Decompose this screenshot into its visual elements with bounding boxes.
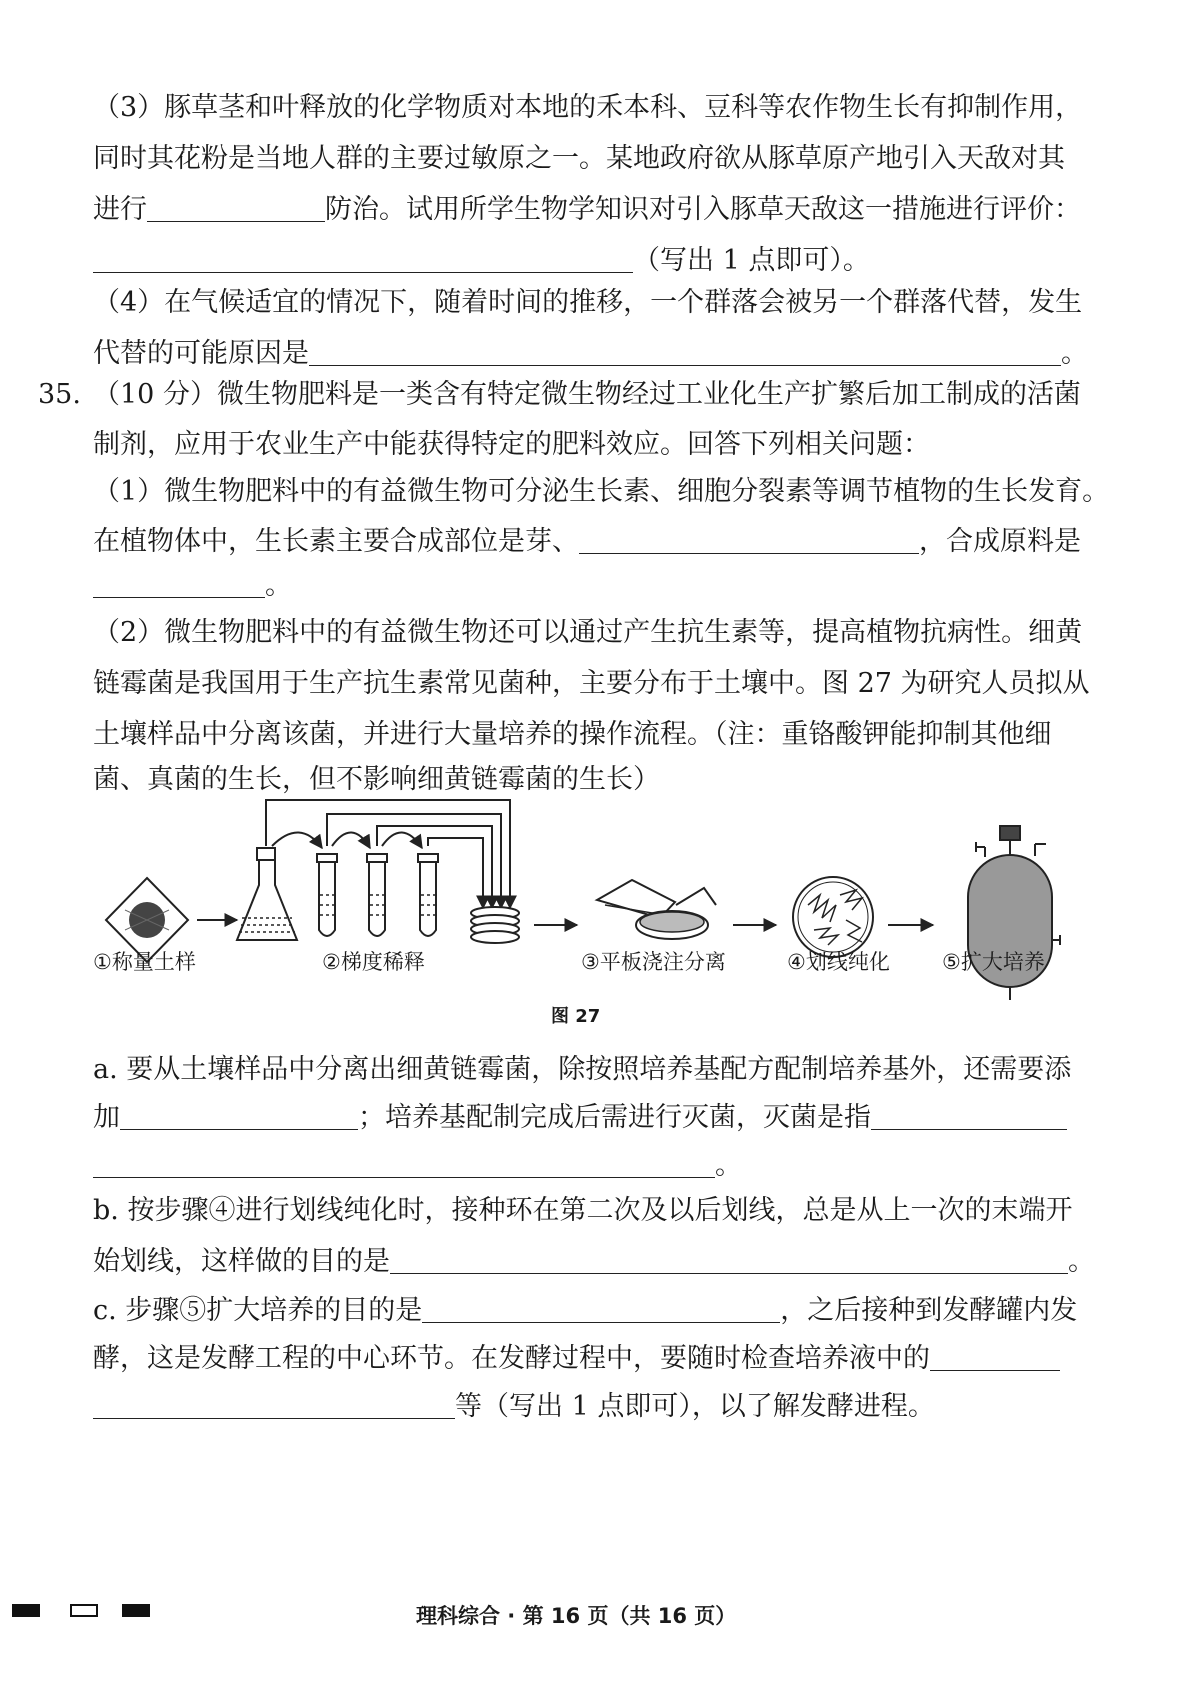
answer-blank-monitor-1[interactable] (930, 1340, 1060, 1371)
q35-p1-period: 。 (265, 570, 292, 601)
stacked-plates-icon (471, 907, 519, 943)
q35-a-text-b: ；培养基配制完成后需进行灭菌，灭菌是指 (358, 1102, 871, 1133)
q35-b-line1: b. 按步骤④进行划线纯化时，接种环在第二次及以后划线，总是从上一次的末端开 (93, 1195, 1073, 1226)
test-tube-3-icon (418, 854, 438, 936)
q35-a-line2 (93, 1098, 1067, 1138)
registration-mark-middle (70, 1604, 98, 1617)
q35-p1-line1: （1）微生物肥料中的有益微生物可分泌生长素、细胞分裂素等调节植物的生长发育。 (93, 476, 1110, 507)
q35-a-line3 (93, 1146, 742, 1186)
answer-blank-sterilization-2[interactable] (93, 1147, 715, 1178)
q35-b-text: 始划线，这样做的目的是 (93, 1246, 390, 1277)
q34-p3-line2: 同时其花粉是当地人群的主要过敏原之一。某地政府欲从豚草原产地引入天敌对其 (93, 143, 1065, 174)
q35-a-period: 。 (715, 1150, 742, 1181)
q35-p2-line1: （2）微生物肥料中的有益微生物还可以通过产生抗生素等，提高植物抗病性。细黄 (93, 617, 1083, 648)
answer-blank-streak-purpose[interactable] (390, 1243, 1068, 1274)
step-label-2: ②梯度稀释 (322, 950, 425, 974)
step-label-1: ①称量土样 (93, 950, 196, 974)
registration-mark-left (12, 1604, 40, 1617)
q34-p3-line1: （3）豚草茎和叶释放的化学物质对本地的禾本科、豆科等农作物生长有抑制作用， (93, 92, 1083, 123)
step-label-5: ⑤扩大培养 (942, 950, 1045, 974)
q34-p4-line1: （4）在气候适宜的情况下，随着时间的推移，一个群落会被另一个群落代替，发生 (93, 287, 1083, 318)
q35-c-text-c: 酵，这是发酵工程的中心环节。在发酵过程中，要随时检查培养液中的 (93, 1343, 930, 1374)
q35-intro-line2: 制剂，应用于农业生产中能获得特定的肥料效应。回答下列相关问题： (93, 429, 930, 460)
q35-p1-text-a: 在植物体中，生长素主要合成部位是芽、 (93, 526, 579, 557)
q35-c-line1 (93, 1291, 1077, 1331)
test-tube-2-icon (367, 854, 387, 936)
q35-c-line2 (93, 1339, 1060, 1379)
flask-icon (237, 848, 297, 940)
q34-p3-text-a: 进行 (93, 194, 147, 225)
step-label-4: ④划线纯化 (787, 950, 890, 974)
q35-p2-line3: 土壤样品中分离该菌，并进行大量培养的操作流程。（注：重铬酸钾能抑制其他细 (93, 719, 1052, 750)
registration-mark-right (122, 1604, 150, 1617)
q34-p3-note: （写出 1 点即可）。 (633, 245, 870, 276)
q35-a-text-a: 加 (93, 1102, 120, 1133)
answer-blank-sterilization-1[interactable] (871, 1099, 1067, 1130)
q35-c-text-a: c. 步骤⑤扩大培养的目的是 (93, 1295, 423, 1326)
q35-c-line3 (93, 1387, 935, 1427)
q35-intro-line1: （10 分）微生物肥料是一类含有特定微生物经过工业化生产扩繁后加工制成的活菌 (93, 379, 1081, 410)
answer-blank-monitor-2[interactable] (93, 1388, 455, 1419)
answer-blank-scale-up-purpose[interactable] (422, 1292, 780, 1323)
answer-blank-additive[interactable] (120, 1099, 358, 1130)
q35-p2-line2: 链霉菌是我国用于生产抗生素常见菌种，主要分布于土壤中。图 27 为研究人员拟从 (93, 668, 1090, 699)
q34-p4-text: 代替的可能原因是 (93, 338, 309, 369)
step-label-3: ③平板浇注分离 (581, 950, 726, 974)
q35-p2-line4: 菌、真菌的生长，但不影响细黄链霉菌的生长） (93, 764, 660, 795)
q34-p4-period: 。 (1061, 338, 1088, 369)
figure-caption: 图 27 (551, 1006, 601, 1027)
test-tube-1-icon (317, 854, 337, 936)
q35-a-line1: a. 要从土壤样品中分离出细黄链霉菌，除按照培养基配方配制培养基外，还需要添 (93, 1054, 1072, 1085)
q35-b-period: 。 (1068, 1246, 1095, 1277)
q35-c-text-b: ，之后接种到发酵罐内发 (780, 1295, 1078, 1326)
q35-b-line2 (93, 1242, 1095, 1282)
q34-p3-text-b: 防治。试用所学生物学知识对引入豚草天敌这一措施进行评价： (325, 194, 1081, 225)
pour-plate-icon (597, 880, 716, 939)
q35-p1-text-b: ，合成原料是 (919, 526, 1081, 557)
question-number-35: 35. (38, 379, 81, 410)
page-footer: 理科综合 · 第 16 页（共 16 页） (416, 1604, 737, 1628)
streak-plate-icon (793, 877, 873, 957)
q35-c-text-d: 等（写出 1 点即可），以了解发酵进程。 (455, 1391, 935, 1422)
